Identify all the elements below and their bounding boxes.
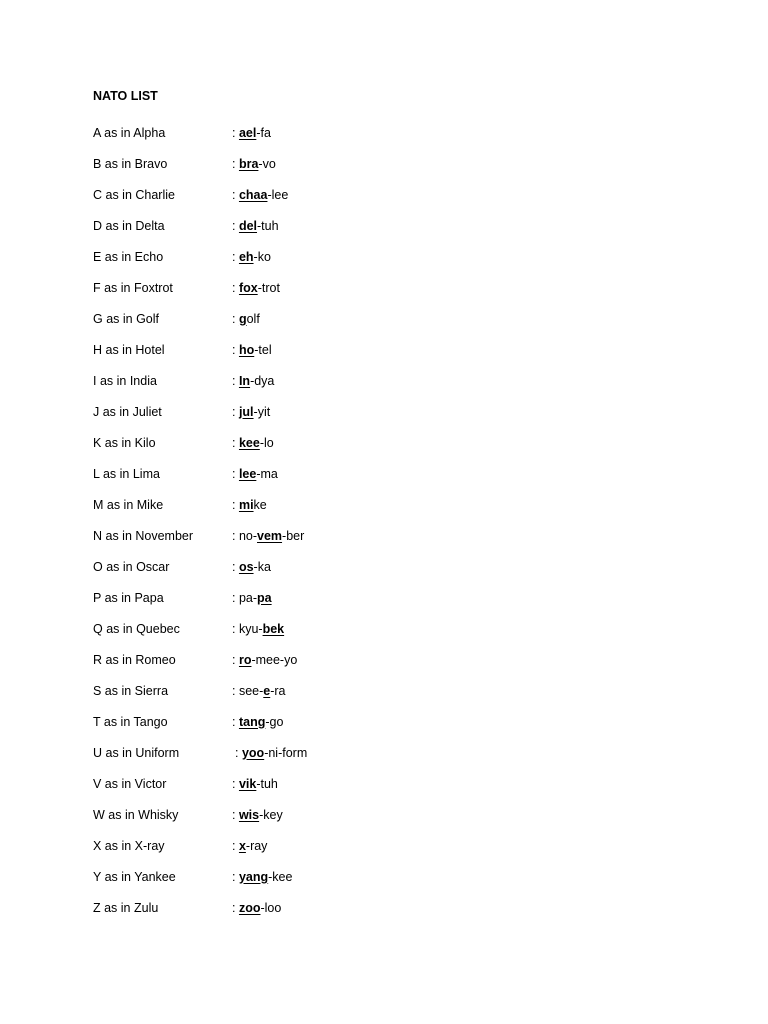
nato-word: E as in Echo <box>93 249 164 264</box>
pronunciation-suffix: -lo <box>259 435 274 450</box>
pronunciation-prefix: : <box>232 311 239 326</box>
pronunciation-prefix: : <box>232 342 239 357</box>
nato-word: O as in Oscar <box>93 559 170 574</box>
pronunciation-prefix: : kyu- <box>232 621 263 636</box>
pronunciation-suffix: -tuh <box>256 776 278 791</box>
pronunciation-suffix: -fa <box>256 125 271 140</box>
nato-word: D as in Delta <box>93 218 165 233</box>
stressed-syllable: kee <box>238 435 260 450</box>
list-item <box>93 551 693 582</box>
stressed-syllable: bra <box>238 156 259 171</box>
pronunciation-prefix: : <box>232 404 239 419</box>
list-item <box>93 675 693 706</box>
page-title: NATO LIST <box>93 89 158 103</box>
pronunciation-suffix: ke <box>253 497 267 512</box>
pronunciation-suffix: -key <box>259 807 283 822</box>
pronunciation-prefix: : <box>232 156 239 171</box>
pronunciation-suffix: -tuh <box>257 218 279 233</box>
nato-word: G as in Golf <box>93 311 159 326</box>
pronunciation-suffix: -dya <box>250 373 275 388</box>
nato-word: J as in Juliet <box>93 404 162 419</box>
pronunciation-prefix: : <box>232 218 239 233</box>
pronunciation <box>232 681 286 701</box>
stressed-syllable: ael <box>238 125 257 140</box>
pronunciation-suffix: -ko <box>253 249 271 264</box>
list-item <box>93 768 693 799</box>
pronunciation <box>232 619 284 639</box>
nato-word: M as in Mike <box>93 497 164 512</box>
pronunciation-prefix: : <box>232 280 239 295</box>
list-item <box>93 861 693 892</box>
pronunciation-suffix: -ka <box>253 559 271 574</box>
stressed-syllable: fox <box>238 280 258 295</box>
pronunciation-prefix: : <box>235 745 242 760</box>
stressed-syllable: In <box>238 373 251 388</box>
pronunciation-prefix: : <box>232 435 239 450</box>
stressed-syllable: os <box>238 559 254 574</box>
stressed-syllable: vik <box>238 776 257 791</box>
pronunciation-suffix: -ray <box>245 838 268 853</box>
stressed-syllable: e <box>263 683 271 698</box>
pronunciation-suffix: -ber <box>282 528 305 543</box>
pronunciation <box>232 774 278 794</box>
pronunciation-prefix: : pa- <box>232 590 258 605</box>
list-item <box>93 799 693 830</box>
nato-word: A as in Alpha <box>93 125 166 140</box>
pronunciation <box>232 526 304 546</box>
stressed-syllable: yang <box>238 869 269 884</box>
pronunciation <box>232 371 274 391</box>
pronunciation-prefix: : <box>232 125 239 140</box>
list-item <box>93 148 693 179</box>
stressed-syllable: zoo <box>238 900 261 915</box>
pronunciation <box>232 340 272 360</box>
list-item <box>93 892 693 923</box>
nato-word: C as in Charlie <box>93 187 175 202</box>
pronunciation <box>232 712 283 732</box>
pronunciation <box>232 557 271 577</box>
stressed-syllable: jul <box>238 404 254 419</box>
stressed-syllable: x <box>238 838 246 853</box>
pronunciation <box>232 588 272 608</box>
pronunciation <box>232 836 267 856</box>
pronunciation <box>232 247 271 267</box>
nato-word: X as in X-ray <box>93 838 165 853</box>
list-item <box>93 396 693 427</box>
nato-word: Q as in Quebec <box>93 621 180 636</box>
pronunciation <box>232 495 267 515</box>
stressed-syllable: g <box>238 311 247 326</box>
nato-word: U as in Uniform <box>93 745 180 760</box>
nato-word: V as in Victor <box>93 776 167 791</box>
stressed-syllable: ro <box>238 652 252 667</box>
pronunciation-suffix: -mee-yo <box>251 652 298 667</box>
list-item <box>93 830 693 861</box>
list-item <box>93 520 693 551</box>
pronunciation <box>232 743 307 763</box>
stressed-syllable: tang <box>238 714 266 729</box>
pronunciation-prefix: : <box>232 807 239 822</box>
nato-word: H as in Hotel <box>93 342 165 357</box>
pronunciation <box>232 185 288 205</box>
pronunciation-suffix: -trot <box>257 280 280 295</box>
list-item <box>93 706 693 737</box>
pronunciation-prefix: : <box>232 187 239 202</box>
list-item <box>93 179 693 210</box>
list-item <box>93 737 693 768</box>
pronunciation-prefix: : <box>232 869 239 884</box>
pronunciation-prefix: : <box>232 497 239 512</box>
list-item <box>93 241 693 272</box>
list-item <box>93 272 693 303</box>
nato-word: I as in India <box>93 373 157 388</box>
pronunciation <box>232 867 292 887</box>
list-item <box>93 117 693 148</box>
nato-word: Z as in Zulu <box>93 900 159 915</box>
list-item <box>93 365 693 396</box>
pronunciation-suffix: -tel <box>254 342 272 357</box>
pronunciation-suffix: -ma <box>256 466 278 481</box>
list-item <box>93 458 693 489</box>
list-item <box>93 644 693 675</box>
pronunciation-prefix: : <box>232 652 239 667</box>
pronunciation-prefix: : <box>232 714 239 729</box>
nato-word: W as in Whisky <box>93 807 179 822</box>
list-item <box>93 582 693 613</box>
pronunciation-suffix: -yit <box>253 404 271 419</box>
nato-word: N as in November <box>93 528 194 543</box>
list-item <box>93 427 693 458</box>
nato-word: R as in Romeo <box>93 652 176 667</box>
list-item <box>93 613 693 644</box>
stressed-syllable: ho <box>238 342 255 357</box>
pronunciation <box>232 154 276 174</box>
pronunciation <box>232 278 280 298</box>
pronunciation <box>232 123 271 143</box>
nato-word: L as in Lima <box>93 466 160 481</box>
pronunciation <box>232 805 283 825</box>
stressed-syllable: chaa <box>238 187 268 202</box>
pronunciation-suffix: -ra <box>270 683 286 698</box>
pronunciation-prefix: : <box>232 559 239 574</box>
nato-word: F as in Foxtrot <box>93 280 173 295</box>
nato-list <box>93 117 693 923</box>
nato-word: P as in Papa <box>93 590 164 605</box>
pronunciation <box>232 433 274 453</box>
nato-word: T as in Tango <box>93 714 168 729</box>
list-item <box>93 303 693 334</box>
list-item <box>93 210 693 241</box>
list-item <box>93 334 693 365</box>
pronunciation-suffix: -ni-form <box>264 745 308 760</box>
pronunciation-prefix: : <box>232 249 239 264</box>
pronunciation-prefix: : see- <box>232 683 264 698</box>
pronunciation-suffix: -loo <box>260 900 282 915</box>
pronunciation-suffix: olf <box>246 311 260 326</box>
stressed-syllable: lee <box>238 466 257 481</box>
pronunciation-prefix: : <box>232 900 239 915</box>
nato-word: B as in Bravo <box>93 156 168 171</box>
stressed-syllable: bek <box>262 621 285 636</box>
pronunciation <box>232 464 278 484</box>
pronunciation <box>232 650 297 670</box>
pronunciation-suffix: -kee <box>268 869 293 884</box>
pronunciation <box>232 309 260 329</box>
nato-word: K as in Kilo <box>93 435 156 450</box>
pronunciation-prefix: : <box>232 776 239 791</box>
nato-word: S as in Sierra <box>93 683 169 698</box>
pronunciation <box>232 898 281 918</box>
document-page <box>93 86 693 923</box>
pronunciation-prefix: : <box>232 466 239 481</box>
pronunciation-prefix: : <box>232 373 239 388</box>
pronunciation-suffix: -go <box>265 714 284 729</box>
stressed-syllable: wis <box>238 807 260 822</box>
stressed-syllable: yoo <box>241 745 265 760</box>
list-item <box>93 489 693 520</box>
stressed-syllable: del <box>238 218 258 233</box>
stressed-syllable: mi <box>238 497 254 512</box>
stressed-syllable: pa <box>257 590 272 605</box>
pronunciation <box>232 216 279 236</box>
pronunciation <box>232 402 270 422</box>
pronunciation-prefix: : <box>232 838 239 853</box>
stressed-syllable: eh <box>238 249 254 264</box>
stressed-syllable: vem <box>257 528 283 543</box>
pronunciation-suffix: -vo <box>258 156 276 171</box>
pronunciation-prefix: : no- <box>232 528 258 543</box>
nato-word: Y as in Yankee <box>93 869 176 884</box>
pronunciation-suffix: -lee <box>267 187 289 202</box>
